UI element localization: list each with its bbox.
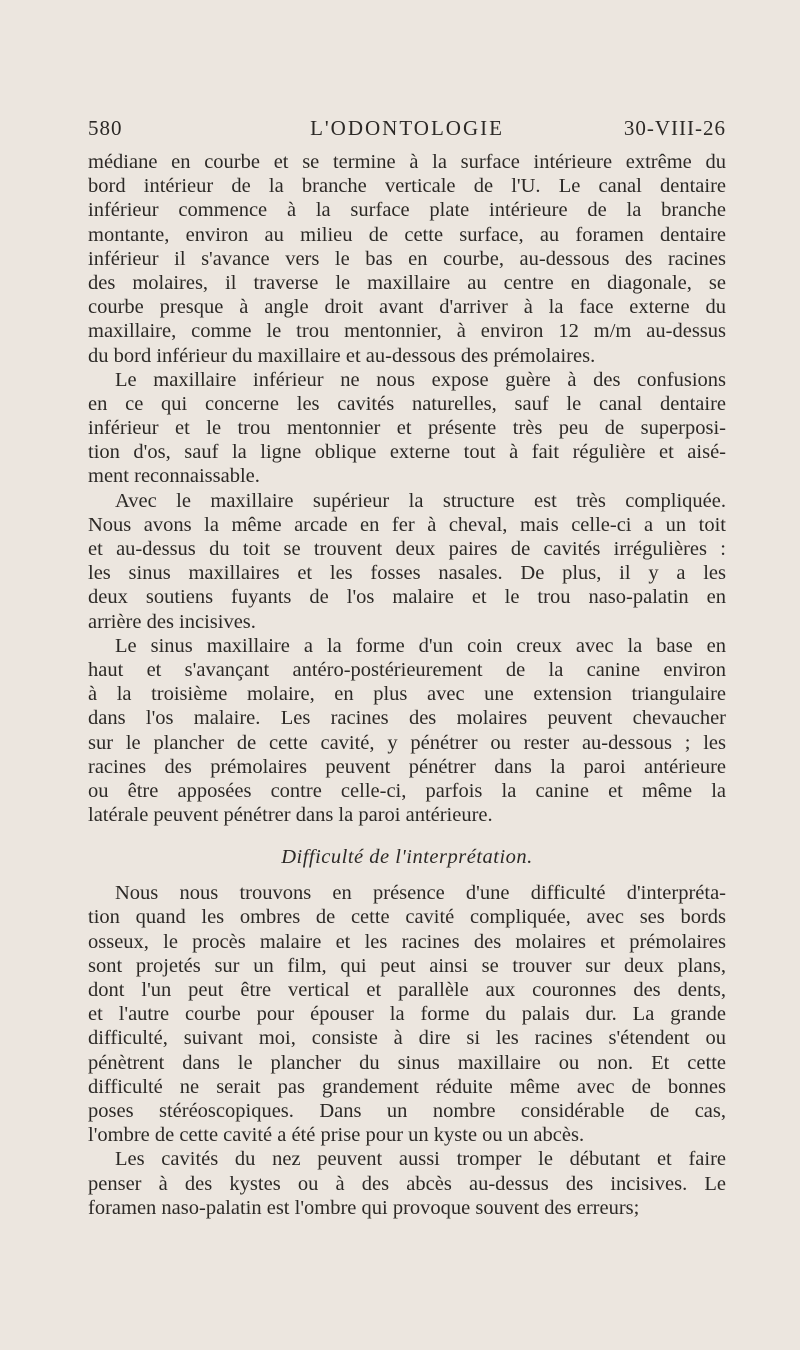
text-line: Nous nous trouvons en présence d'une difficulté d'interpréta- <box>115 882 726 905</box>
issue-date: 30-VIII-26 <box>623 116 726 140</box>
text-line: sont projetés sur un film, qui peut ainsi se trouver sur deux plans, <box>88 954 726 977</box>
text-line: médiane en courbe et se termine à la surface intérieure extrême du <box>88 151 726 173</box>
text-line: pénètrent dans le plancher du sinus maxillaire ou non. Et cette <box>88 1051 726 1074</box>
text-line: des molaires, il traverse le maxillaire au centre en diagonale, se <box>88 271 726 294</box>
text-line: les sinus maxillaires et les fosses nasales. De plus, il y a les <box>88 562 726 585</box>
text-line: Le maxillaire inférieur ne nous expose guère à des confusions <box>115 368 726 391</box>
text-line: difficulté ne serait pas grandement réduite même avec de bonnes <box>88 1075 726 1098</box>
running-header <box>88 116 726 144</box>
text-line: latérale peuvent pénétrer dans la paroi antérieure. <box>88 804 493 827</box>
text-line: Le sinus maxillaire a la forme d'un coin creux avec la base en <box>115 634 726 657</box>
text-line: difficulté, suivant moi, consiste à dire si les racines s'étendent ou <box>88 1027 726 1050</box>
text-line: deux soutiens fuyants de l'os malaire et le trou naso-palatin en <box>88 586 726 609</box>
text-line: ment reconnaissable. <box>88 465 260 488</box>
page-number: 580 <box>88 116 123 140</box>
text-line: à la troisième molaire, en plus avec une extension triangulaire <box>88 683 726 706</box>
text-line: Nous avons la même arcade en fer à cheval, mais celle-ci a un toit <box>88 513 726 536</box>
text-line: Les cavités du nez peuvent aussi tromper le débutant et faire <box>115 1148 726 1171</box>
body-text <box>88 150 726 1220</box>
text-line: Avec le maxillaire supérieur la structure est très compliquée. <box>115 489 726 512</box>
text-line: maxillaire, comme le trou mentonnier, à environ 12 m/m au-dessus <box>88 320 726 343</box>
text-line: penser à des kystes ou à des abcès au-dessus des incisives. Le <box>88 1172 726 1195</box>
section-heading: Difficulté de l'interprétation. <box>281 846 533 869</box>
text-line: inférieur et le trou mentonnier et présente très peu de superposi- <box>88 417 726 440</box>
text-line: courbe presque à angle droit avant d'arriver à la face externe du <box>88 296 726 319</box>
text-line: tion quand les ombres de cette cavité compliquée, avec ses bords <box>88 906 726 929</box>
text-line: foramen naso-palatin est l'ombre qui provoque souvent des erreurs; <box>88 1196 640 1219</box>
text-line: l'ombre de cette cavité a été prise pour un kyste ou un abcès. <box>88 1124 585 1147</box>
text-line: montante, environ au milieu de cette surface, au foramen dentaire <box>88 223 726 246</box>
text-line: et l'autre courbe pour épouser la forme du palais dur. La grande <box>88 1003 726 1026</box>
text-line: inférieur il s'avance vers le bas en courbe, au-dessous des racines <box>88 247 726 270</box>
text-line: et au-dessus du toit se trouvent deux paires de cavités irrégulières : <box>88 538 726 560</box>
text-line: sur le plancher de cette cavité, y pénétrer ou rester au-dessous ; les <box>88 731 726 754</box>
text-line: tion d'os, sauf la ligne oblique externe tout à fait régulière et aisé- <box>88 441 726 464</box>
journal-title: L'ODONTOLOGIE <box>310 116 504 140</box>
text-line: osseux, le procès malaire et les racines des molaires et prémolaires <box>88 930 726 953</box>
text-line: haut et s'avançant antéro-postérieurement de la canine environ <box>88 658 726 681</box>
text-line: dont l'un peut être vertical et parallèle aux couronnes des dents, <box>88 979 726 1001</box>
text-line: ou être apposées contre celle-ci, parfois la canine et même la <box>88 779 726 802</box>
text-line: inférieur commence à la surface plate intérieure de la branche <box>88 199 726 222</box>
text-line: poses stéréoscopiques. Dans un nombre considérable de cas, <box>88 1099 726 1122</box>
text-line: racines des prémolaires peuvent pénétrer dans la paroi antérieure <box>88 755 726 778</box>
text-line: du bord inférieur du maxillaire et au-dessous des prémolaires. <box>88 344 596 367</box>
text-line: en ce qui concerne les cavités naturelles, sauf le canal dentaire <box>88 392 726 415</box>
text-line: arrière des incisives. <box>88 610 256 633</box>
text-line: bord intérieur de la branche verticale de l'U. Le canal dentaire <box>88 175 726 198</box>
text-line: dans l'os malaire. Les racines des molaires peuvent chevaucher <box>88 707 726 730</box>
